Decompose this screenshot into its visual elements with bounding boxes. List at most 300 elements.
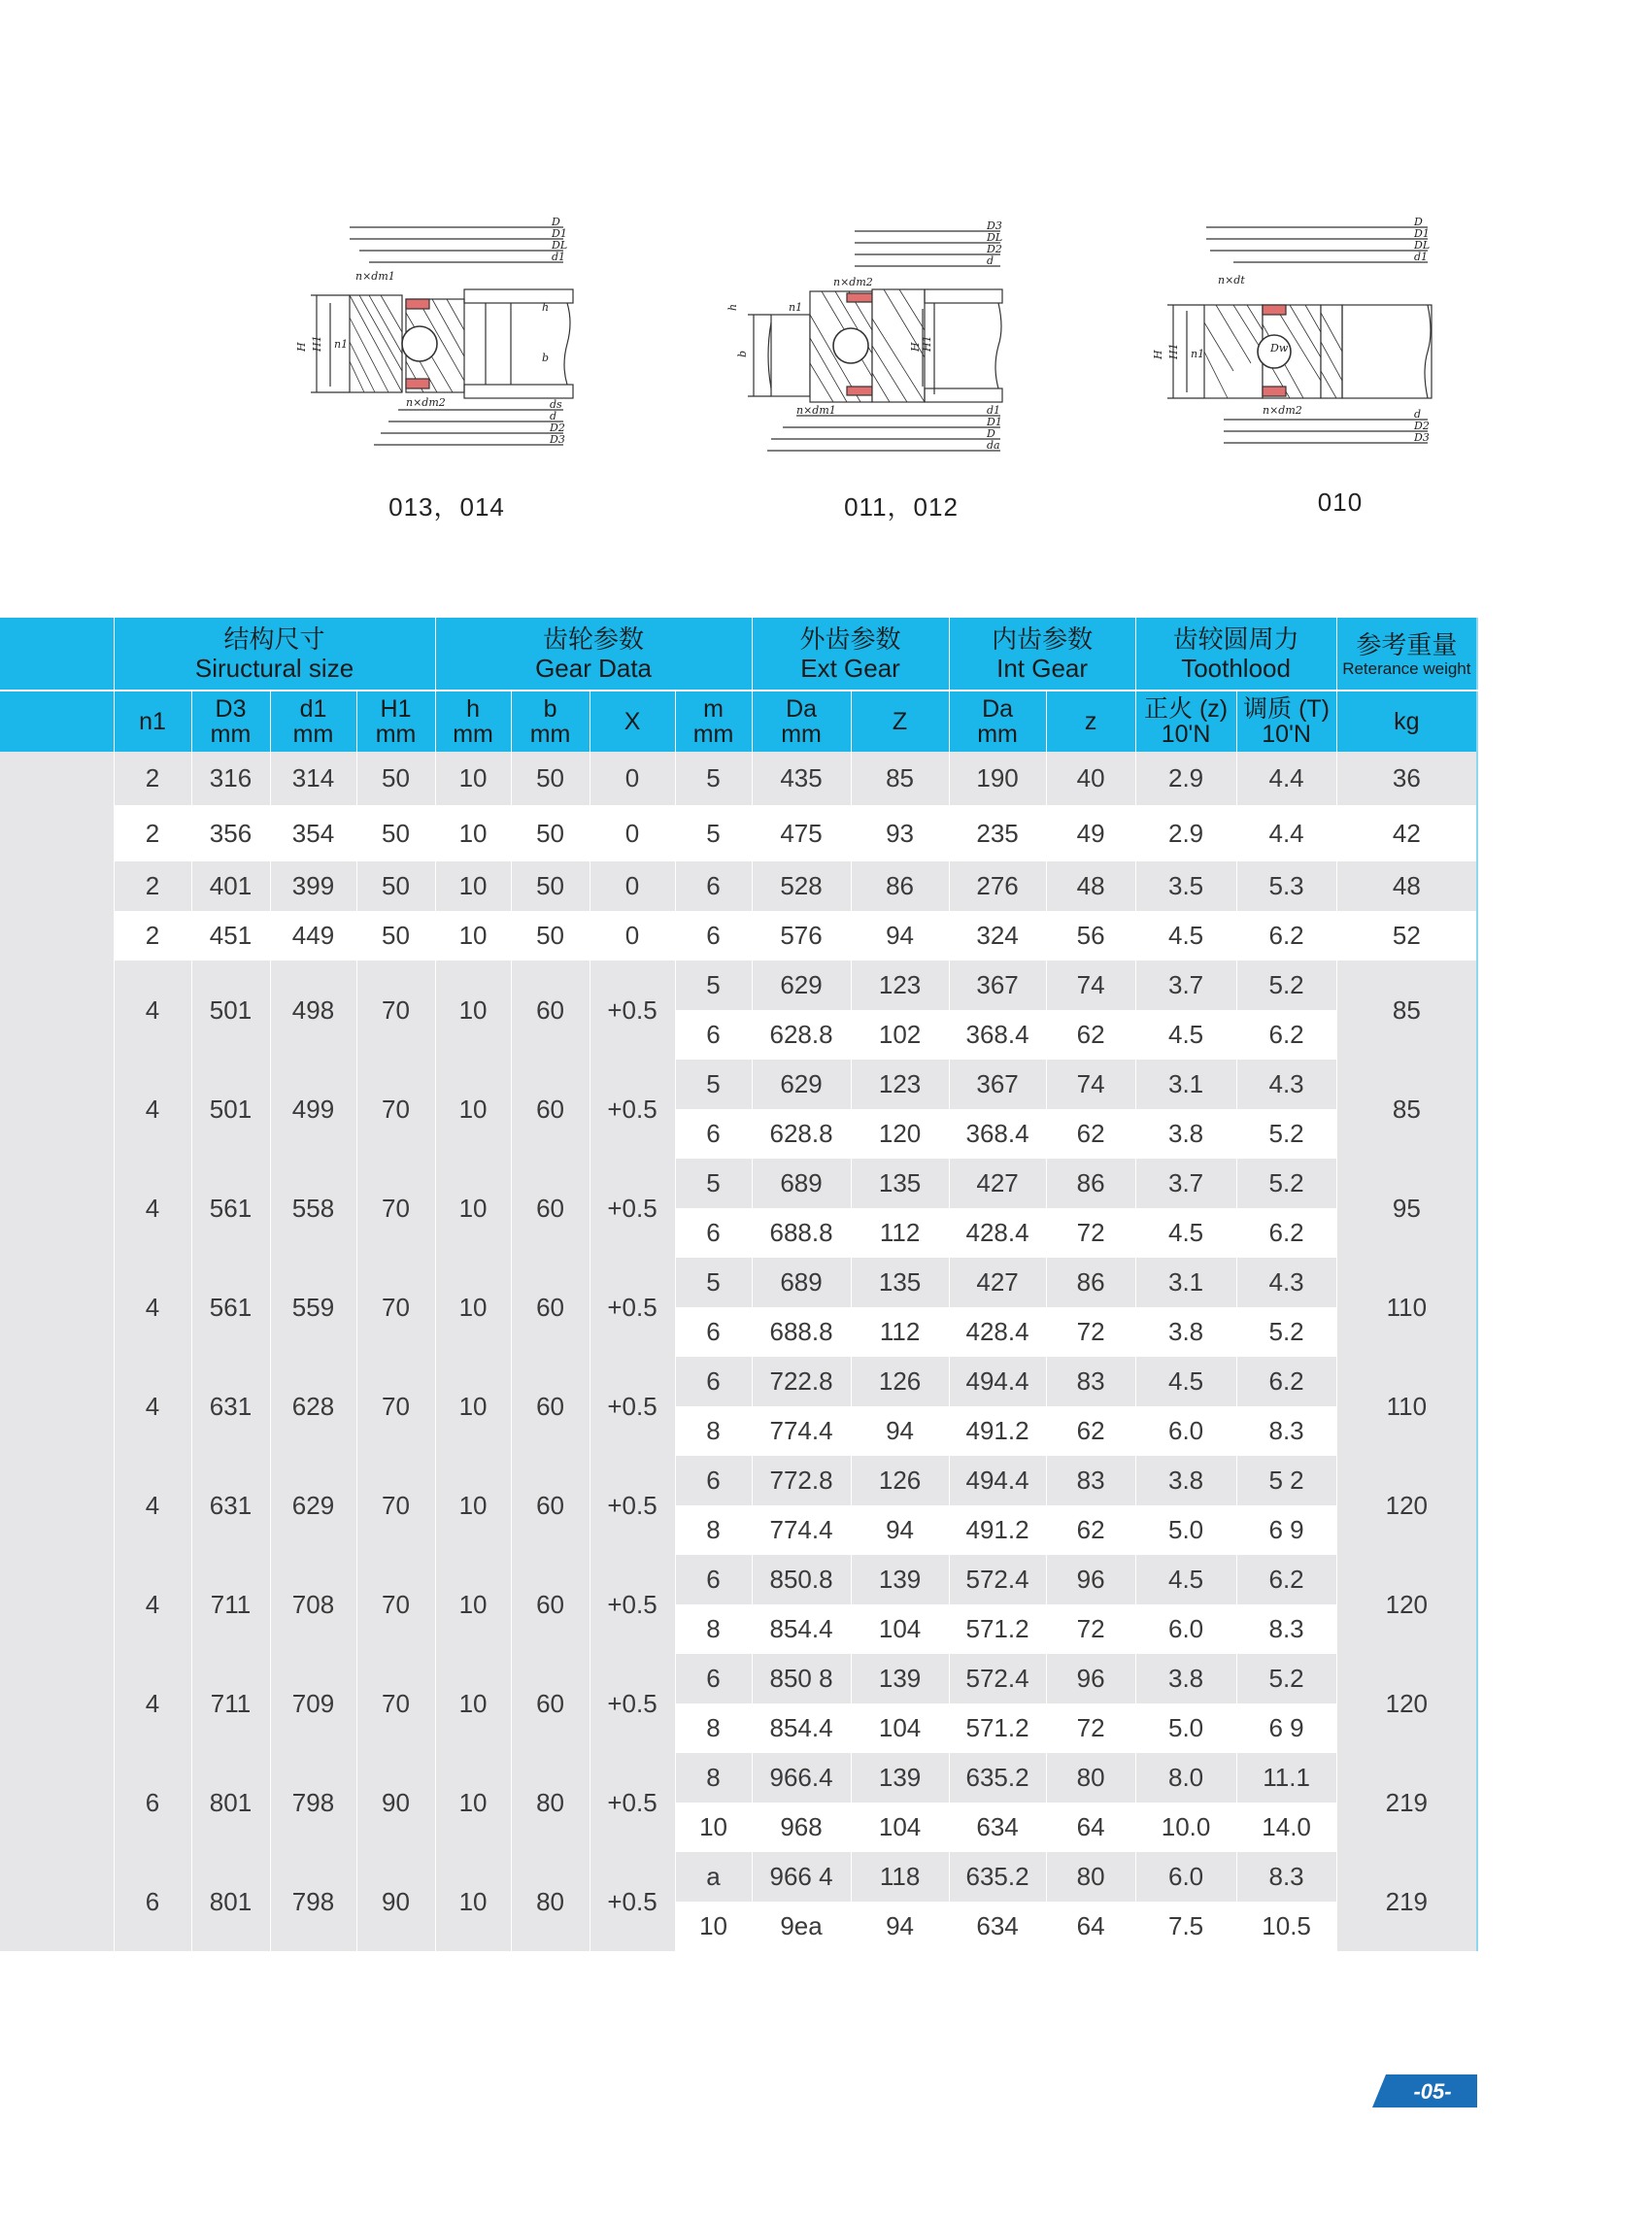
- cell-m: 6: [675, 1654, 752, 1703]
- svg-text:D2: D2: [550, 421, 565, 434]
- cell-b: 60: [511, 1357, 590, 1456]
- cell-m: 5: [675, 1258, 752, 1307]
- cell-kg: 48: [1336, 861, 1477, 911]
- cell-h: 10: [435, 805, 511, 861]
- cell-b: 60: [511, 1258, 590, 1357]
- cell-z: 64: [1046, 1803, 1135, 1852]
- cell-h: 10: [435, 1060, 511, 1159]
- cell-zn: 2.9: [1135, 752, 1236, 805]
- svg-text:H1: H1: [921, 335, 933, 352]
- cell-D3: 561: [191, 1258, 270, 1357]
- cell-D3: 631: [191, 1357, 270, 1456]
- cell-b: 60: [511, 1159, 590, 1258]
- cell-z: 72: [1046, 1208, 1135, 1258]
- cell-kg: 85: [1336, 961, 1477, 1060]
- cell-Z: 94: [851, 1505, 949, 1555]
- cell-z: 72: [1046, 1307, 1135, 1357]
- cell-zn: 4.5: [1135, 1208, 1236, 1258]
- cell-d1: 498: [270, 961, 356, 1060]
- cell-zn: 3.1: [1135, 1060, 1236, 1109]
- cell-m: 8: [675, 1753, 752, 1803]
- cell-m: 8: [675, 1604, 752, 1654]
- svg-text:D2: D2: [1414, 420, 1430, 432]
- cell-Da_int: 427: [949, 1159, 1046, 1208]
- column-header: b mm: [511, 691, 590, 752]
- cell-z: 62: [1046, 1406, 1135, 1456]
- cell-tq: 5.2: [1236, 1159, 1336, 1208]
- cell-z: 72: [1046, 1703, 1135, 1753]
- page-number-badge: [1372, 2074, 1477, 2107]
- cell-n1: 2: [114, 911, 191, 961]
- cell-h: 10: [435, 1555, 511, 1654]
- svg-text:D3: D3: [987, 219, 1002, 232]
- cell-n1: 4: [114, 1159, 191, 1258]
- cell-z: 86: [1046, 1159, 1135, 1208]
- svg-text:n×dm1: n×dm1: [796, 404, 836, 417]
- cell-Da: 968: [752, 1803, 851, 1852]
- cell-H1: 70: [356, 1357, 435, 1456]
- cell-zn: 6.0: [1135, 1604, 1236, 1654]
- cell-Z: 139: [851, 1654, 949, 1703]
- cell-tq: 6 9: [1236, 1703, 1336, 1753]
- cell-d1: 499: [270, 1060, 356, 1159]
- cell-Z: 139: [851, 1555, 949, 1604]
- cell-Da: 689: [752, 1159, 851, 1208]
- cell-zn: 4.5: [1135, 1555, 1236, 1604]
- cell-D3: 801: [191, 1753, 270, 1852]
- cell-h: 10: [435, 752, 511, 805]
- cell-H1: 50: [356, 752, 435, 805]
- cell-Z: 126: [851, 1456, 949, 1505]
- column-header: D3 mm: [191, 691, 270, 752]
- cell-Da: 774.4: [752, 1406, 851, 1456]
- cell-kg: 52: [1336, 911, 1477, 961]
- cell-tq: 14.0: [1236, 1803, 1336, 1852]
- cell-n1: 6: [114, 1852, 191, 1951]
- cell-zn: 8.0: [1135, 1753, 1236, 1803]
- svg-text:D3: D3: [550, 433, 565, 446]
- cell-m: 6: [675, 911, 752, 961]
- cell-tq: 6.2: [1236, 1357, 1336, 1406]
- cell-m: 8: [675, 1406, 752, 1456]
- group-gear-data: 齿轮参数 Gear Data: [435, 618, 752, 691]
- cell-Z: 139: [851, 1753, 949, 1803]
- svg-text:d: d: [1414, 408, 1422, 421]
- cell-Z: 104: [851, 1803, 949, 1852]
- cell-tq: 11.1: [1236, 1753, 1336, 1803]
- table-row: [0, 1060, 1477, 1109]
- cell-Da_int: 635.2: [949, 1753, 1046, 1803]
- cell-tq: 4.4: [1236, 805, 1336, 861]
- cell-H1: 70: [356, 1060, 435, 1159]
- cell-Da_int: 427: [949, 1258, 1046, 1307]
- cell-X: +0.5: [590, 1357, 675, 1456]
- group-reference-weight: 参考重量 Reterance weight: [1336, 618, 1477, 691]
- row-spacer: [0, 1159, 114, 1258]
- cell-Z: 104: [851, 1703, 949, 1753]
- cell-Da: 629: [752, 1060, 851, 1109]
- table-row: [0, 1357, 1477, 1406]
- row-spacer: [0, 961, 114, 1060]
- cell-m: 5: [675, 1060, 752, 1109]
- cell-X: +0.5: [590, 1258, 675, 1357]
- cell-kg: 95: [1336, 1159, 1477, 1258]
- cell-Da_int: 571.2: [949, 1604, 1046, 1654]
- bearing-section-drawing: [1146, 216, 1437, 478]
- cell-Da: 722.8: [752, 1357, 851, 1406]
- cell-Da: 854.4: [752, 1604, 851, 1654]
- cell-tq: 5.2: [1236, 1654, 1336, 1703]
- cell-H1: 70: [356, 1654, 435, 1753]
- cell-d1: 558: [270, 1159, 356, 1258]
- svg-text:H: H: [295, 342, 308, 352]
- cell-h: 10: [435, 1456, 511, 1555]
- cell-n1: 4: [114, 1456, 191, 1555]
- cell-Z: 126: [851, 1357, 949, 1406]
- cell-D3: 501: [191, 1060, 270, 1159]
- cell-Z: 85: [851, 752, 949, 805]
- cell-m: 5: [675, 805, 752, 861]
- cell-m: 6: [675, 1010, 752, 1060]
- cell-tq: 6.2: [1236, 1208, 1336, 1258]
- row-spacer: [0, 1753, 114, 1852]
- cell-m: 10: [675, 1803, 752, 1852]
- cell-b: 50: [511, 805, 590, 861]
- cell-b: 60: [511, 961, 590, 1060]
- cell-Da_int: 276: [949, 861, 1046, 911]
- svg-text:da: da: [987, 439, 1000, 452]
- cell-n1: 2: [114, 752, 191, 805]
- cell-tq: 8.3: [1236, 1852, 1336, 1902]
- cell-H1: 70: [356, 1456, 435, 1555]
- cell-b: 60: [511, 1555, 590, 1654]
- cell-Z: 94: [851, 1902, 949, 1951]
- column-header: Da mm: [949, 691, 1046, 752]
- cell-zn: 3.1: [1135, 1258, 1236, 1307]
- cell-kg: 120: [1336, 1555, 1477, 1654]
- cell-Da: 850 8: [752, 1654, 851, 1703]
- svg-text:D: D: [552, 216, 560, 228]
- cell-Z: 104: [851, 1604, 949, 1654]
- column-header: 正火 (z) 10'N: [1135, 691, 1236, 752]
- cell-X: +0.5: [590, 961, 675, 1060]
- column-header: m mm: [675, 691, 752, 752]
- cell-Da_int: 491.2: [949, 1406, 1046, 1456]
- cell-H1: 50: [356, 805, 435, 861]
- column-header: X: [590, 691, 675, 752]
- cell-H1: 70: [356, 1555, 435, 1654]
- cell-d1: 709: [270, 1654, 356, 1753]
- spec-table: [0, 618, 1478, 1951]
- cell-zn: 5.0: [1135, 1505, 1236, 1555]
- cell-d1: 449: [270, 911, 356, 961]
- cell-zn: 6.0: [1135, 1406, 1236, 1456]
- cell-Da_int: 634: [949, 1902, 1046, 1951]
- cell-n1: 2: [114, 861, 191, 911]
- diagram-caption-3: 010: [1317, 488, 1364, 517]
- column-header: d1 mm: [270, 691, 356, 752]
- cell-Da_int: 368.4: [949, 1010, 1046, 1060]
- cell-b: 60: [511, 1654, 590, 1753]
- table-row: [0, 1654, 1477, 1703]
- cell-Da: 628.8: [752, 1109, 851, 1159]
- cell-Z: 120: [851, 1109, 949, 1159]
- cell-Da: 688.8: [752, 1208, 851, 1258]
- group-toothload: 齿较圆周力 Toothlood: [1135, 618, 1336, 691]
- table-row: [0, 961, 1477, 1010]
- cell-Z: 112: [851, 1208, 949, 1258]
- cell-z: 80: [1046, 1852, 1135, 1902]
- cell-D3: 451: [191, 911, 270, 961]
- cell-Da_int: 428.4: [949, 1208, 1046, 1258]
- cell-m: 6: [675, 1208, 752, 1258]
- svg-text:D1: D1: [552, 227, 567, 240]
- svg-text:n×dm2: n×dm2: [406, 396, 446, 409]
- cell-Z: 123: [851, 961, 949, 1010]
- cell-b: 80: [511, 1852, 590, 1951]
- cell-zn: 5.0: [1135, 1703, 1236, 1753]
- svg-text:Dw: Dw: [1270, 342, 1289, 354]
- cell-kg: 110: [1336, 1357, 1477, 1456]
- diagram-caption-2: 011，012: [844, 492, 959, 522]
- cell-b: 50: [511, 752, 590, 805]
- svg-text:d1: d1: [1414, 251, 1429, 263]
- cell-Z: 102: [851, 1010, 949, 1060]
- cell-X: +0.5: [590, 1852, 675, 1951]
- table-row: [0, 1456, 1477, 1505]
- cell-D3: 801: [191, 1852, 270, 1951]
- cell-X: +0.5: [590, 1456, 675, 1555]
- cell-zn: 4.5: [1135, 911, 1236, 961]
- svg-text:n×dm1: n×dm1: [355, 270, 395, 283]
- cell-Da_int: 324: [949, 911, 1046, 961]
- cell-Z: 135: [851, 1258, 949, 1307]
- cell-h: 10: [435, 1159, 511, 1258]
- group-header-row: [0, 618, 1477, 691]
- cell-d1: 798: [270, 1852, 356, 1951]
- cell-zn: 4.5: [1135, 1357, 1236, 1406]
- column-header: Z: [851, 691, 949, 752]
- bearing-section-drawing: [728, 221, 1010, 474]
- cell-m: 6: [675, 1109, 752, 1159]
- column-header: H1 mm: [356, 691, 435, 752]
- cell-zn: 7.5: [1135, 1902, 1236, 1951]
- cell-tq: 6.2: [1236, 1010, 1336, 1060]
- cell-H1: 70: [356, 1159, 435, 1258]
- svg-text:DL: DL: [552, 239, 568, 252]
- svg-text:n1: n1: [1191, 348, 1205, 360]
- cell-zn: 2.9: [1135, 805, 1236, 861]
- row-spacer: [0, 1357, 114, 1456]
- cell-h: 10: [435, 1357, 511, 1456]
- cell-Z: 94: [851, 911, 949, 961]
- cell-n1: 4: [114, 1654, 191, 1753]
- cell-Da: 629: [752, 961, 851, 1010]
- row-spacer: [0, 1555, 114, 1654]
- cell-m: a: [675, 1852, 752, 1902]
- cell-D3: 711: [191, 1654, 270, 1753]
- cell-D3: 711: [191, 1555, 270, 1654]
- svg-text:d: d: [987, 254, 995, 267]
- cell-tq: 5.3: [1236, 861, 1336, 911]
- cell-d1: 314: [270, 752, 356, 805]
- cell-m: 5: [675, 752, 752, 805]
- svg-text:H1: H1: [1167, 343, 1180, 359]
- svg-text:d: d: [550, 410, 557, 422]
- svg-text:D3: D3: [1414, 431, 1430, 444]
- svg-text:d1: d1: [552, 251, 566, 263]
- cell-X: +0.5: [590, 1159, 675, 1258]
- cell-Z: 118: [851, 1852, 949, 1902]
- cell-n1: 4: [114, 1258, 191, 1357]
- row-spacer: [0, 1258, 114, 1357]
- cell-D3: 316: [191, 752, 270, 805]
- cell-z: 56: [1046, 911, 1135, 961]
- svg-text:ds: ds: [550, 398, 562, 411]
- cell-D3: 561: [191, 1159, 270, 1258]
- svg-text:b: b: [736, 350, 749, 357]
- cell-kg: 110: [1336, 1258, 1477, 1357]
- cell-zn: 3.8: [1135, 1456, 1236, 1505]
- cell-kg: 219: [1336, 1852, 1477, 1951]
- svg-text:h: h: [542, 301, 550, 314]
- cell-n1: 4: [114, 961, 191, 1060]
- cell-Da_int: 572.4: [949, 1555, 1046, 1604]
- cell-z: 62: [1046, 1505, 1135, 1555]
- cell-h: 10: [435, 861, 511, 911]
- cell-m: 8: [675, 1703, 752, 1753]
- cell-tq: 4.4: [1236, 752, 1336, 805]
- cell-Da_int: 572.4: [949, 1654, 1046, 1703]
- row-spacer: [0, 861, 114, 911]
- cell-z: 96: [1046, 1555, 1135, 1604]
- table-body: [0, 752, 1477, 1951]
- cell-m: 6: [675, 1307, 752, 1357]
- cell-H1: 70: [356, 1258, 435, 1357]
- cell-Da: 772.8: [752, 1456, 851, 1505]
- cell-kg: 85: [1336, 1060, 1477, 1159]
- table-row: [0, 911, 1477, 961]
- svg-text:H: H: [1152, 350, 1164, 359]
- cell-kg: 42: [1336, 805, 1477, 861]
- cell-X: 0: [590, 805, 675, 861]
- cell-Da: 854.4: [752, 1703, 851, 1753]
- cell-Da: 774.4: [752, 1505, 851, 1555]
- cell-n1: 4: [114, 1060, 191, 1159]
- cell-H1: 90: [356, 1753, 435, 1852]
- cell-Da_int: 494.4: [949, 1456, 1046, 1505]
- cell-h: 10: [435, 1258, 511, 1357]
- cell-tq: 5.2: [1236, 961, 1336, 1010]
- cell-kg: 219: [1336, 1753, 1477, 1852]
- cell-Da_int: 635.2: [949, 1852, 1046, 1902]
- table-row: [0, 805, 1477, 861]
- cell-Da: 966.4: [752, 1753, 851, 1803]
- cell-tq: 10.5: [1236, 1902, 1336, 1951]
- diagram-013-014: [291, 216, 573, 468]
- svg-text:DL: DL: [987, 231, 1003, 244]
- svg-text:D1: D1: [987, 416, 1002, 428]
- row-spacer: [0, 1060, 114, 1159]
- cell-D3: 356: [191, 805, 270, 861]
- table-row: [0, 861, 1477, 911]
- cell-Z: 135: [851, 1159, 949, 1208]
- cell-d1: 559: [270, 1258, 356, 1357]
- svg-text:H: H: [909, 342, 922, 352]
- cell-z: 83: [1046, 1456, 1135, 1505]
- cell-X: 0: [590, 911, 675, 961]
- cell-z: 72: [1046, 1604, 1135, 1654]
- diagram-010: [1146, 216, 1437, 478]
- column-header: Da mm: [752, 691, 851, 752]
- cell-n1: 4: [114, 1357, 191, 1456]
- cell-zn: 4.5: [1135, 1010, 1236, 1060]
- cell-H1: 50: [356, 861, 435, 911]
- cell-z: 62: [1046, 1109, 1135, 1159]
- cell-Da_int: 367: [949, 1060, 1046, 1109]
- cell-h: 10: [435, 961, 511, 1060]
- svg-text:n×dm2: n×dm2: [833, 276, 873, 288]
- cell-tq: 6.2: [1236, 1555, 1336, 1604]
- cell-Z: 94: [851, 1406, 949, 1456]
- cell-zn: 3.5: [1135, 861, 1236, 911]
- cell-h: 10: [435, 1852, 511, 1951]
- cell-d1: 629: [270, 1456, 356, 1555]
- cell-tq: 4.3: [1236, 1258, 1336, 1307]
- cell-tq: 5.2: [1236, 1109, 1336, 1159]
- cell-z: 64: [1046, 1902, 1135, 1951]
- cell-Da_int: 494.4: [949, 1357, 1046, 1406]
- svg-text:d1: d1: [987, 404, 1001, 417]
- svg-text:H1: H1: [311, 335, 323, 352]
- cell-h: 10: [435, 1753, 511, 1852]
- cell-kg: 36: [1336, 752, 1477, 805]
- bearing-section-drawing: [291, 216, 573, 468]
- row-spacer: [0, 1654, 114, 1753]
- cell-zn: 3.7: [1135, 961, 1236, 1010]
- cell-Da: 688.8: [752, 1307, 851, 1357]
- cell-m: 5: [675, 1159, 752, 1208]
- svg-text:DL: DL: [1414, 239, 1431, 252]
- cell-H1: 90: [356, 1852, 435, 1951]
- row-spacer: [0, 911, 114, 961]
- cell-tq: 5.2: [1236, 1307, 1336, 1357]
- cell-zn: 3.8: [1135, 1109, 1236, 1159]
- cell-z: 86: [1046, 1258, 1135, 1307]
- group-ext-gear: 外齿参数 Ext Gear: [752, 618, 949, 691]
- cell-d1: 628: [270, 1357, 356, 1456]
- cell-d1: 708: [270, 1555, 356, 1654]
- table-row: [0, 1852, 1477, 1902]
- cell-Da_int: 368.4: [949, 1109, 1046, 1159]
- column-header-row: [0, 691, 1477, 752]
- cell-Da: 9ea: [752, 1902, 851, 1951]
- cell-z: 62: [1046, 1010, 1135, 1060]
- cell-m: 5: [675, 961, 752, 1010]
- page-number: -05-: [1413, 2079, 1452, 2104]
- cell-b: 80: [511, 1753, 590, 1852]
- cell-Da: 576: [752, 911, 851, 961]
- cell-D3: 631: [191, 1456, 270, 1555]
- cell-z: 48: [1046, 861, 1135, 911]
- cell-n1: 4: [114, 1555, 191, 1654]
- cell-m: 6: [675, 1357, 752, 1406]
- row-spacer: [0, 752, 114, 805]
- table-row: [0, 1159, 1477, 1208]
- cell-Da_int: 235: [949, 805, 1046, 861]
- cell-Z: 86: [851, 861, 949, 911]
- cell-X: +0.5: [590, 1060, 675, 1159]
